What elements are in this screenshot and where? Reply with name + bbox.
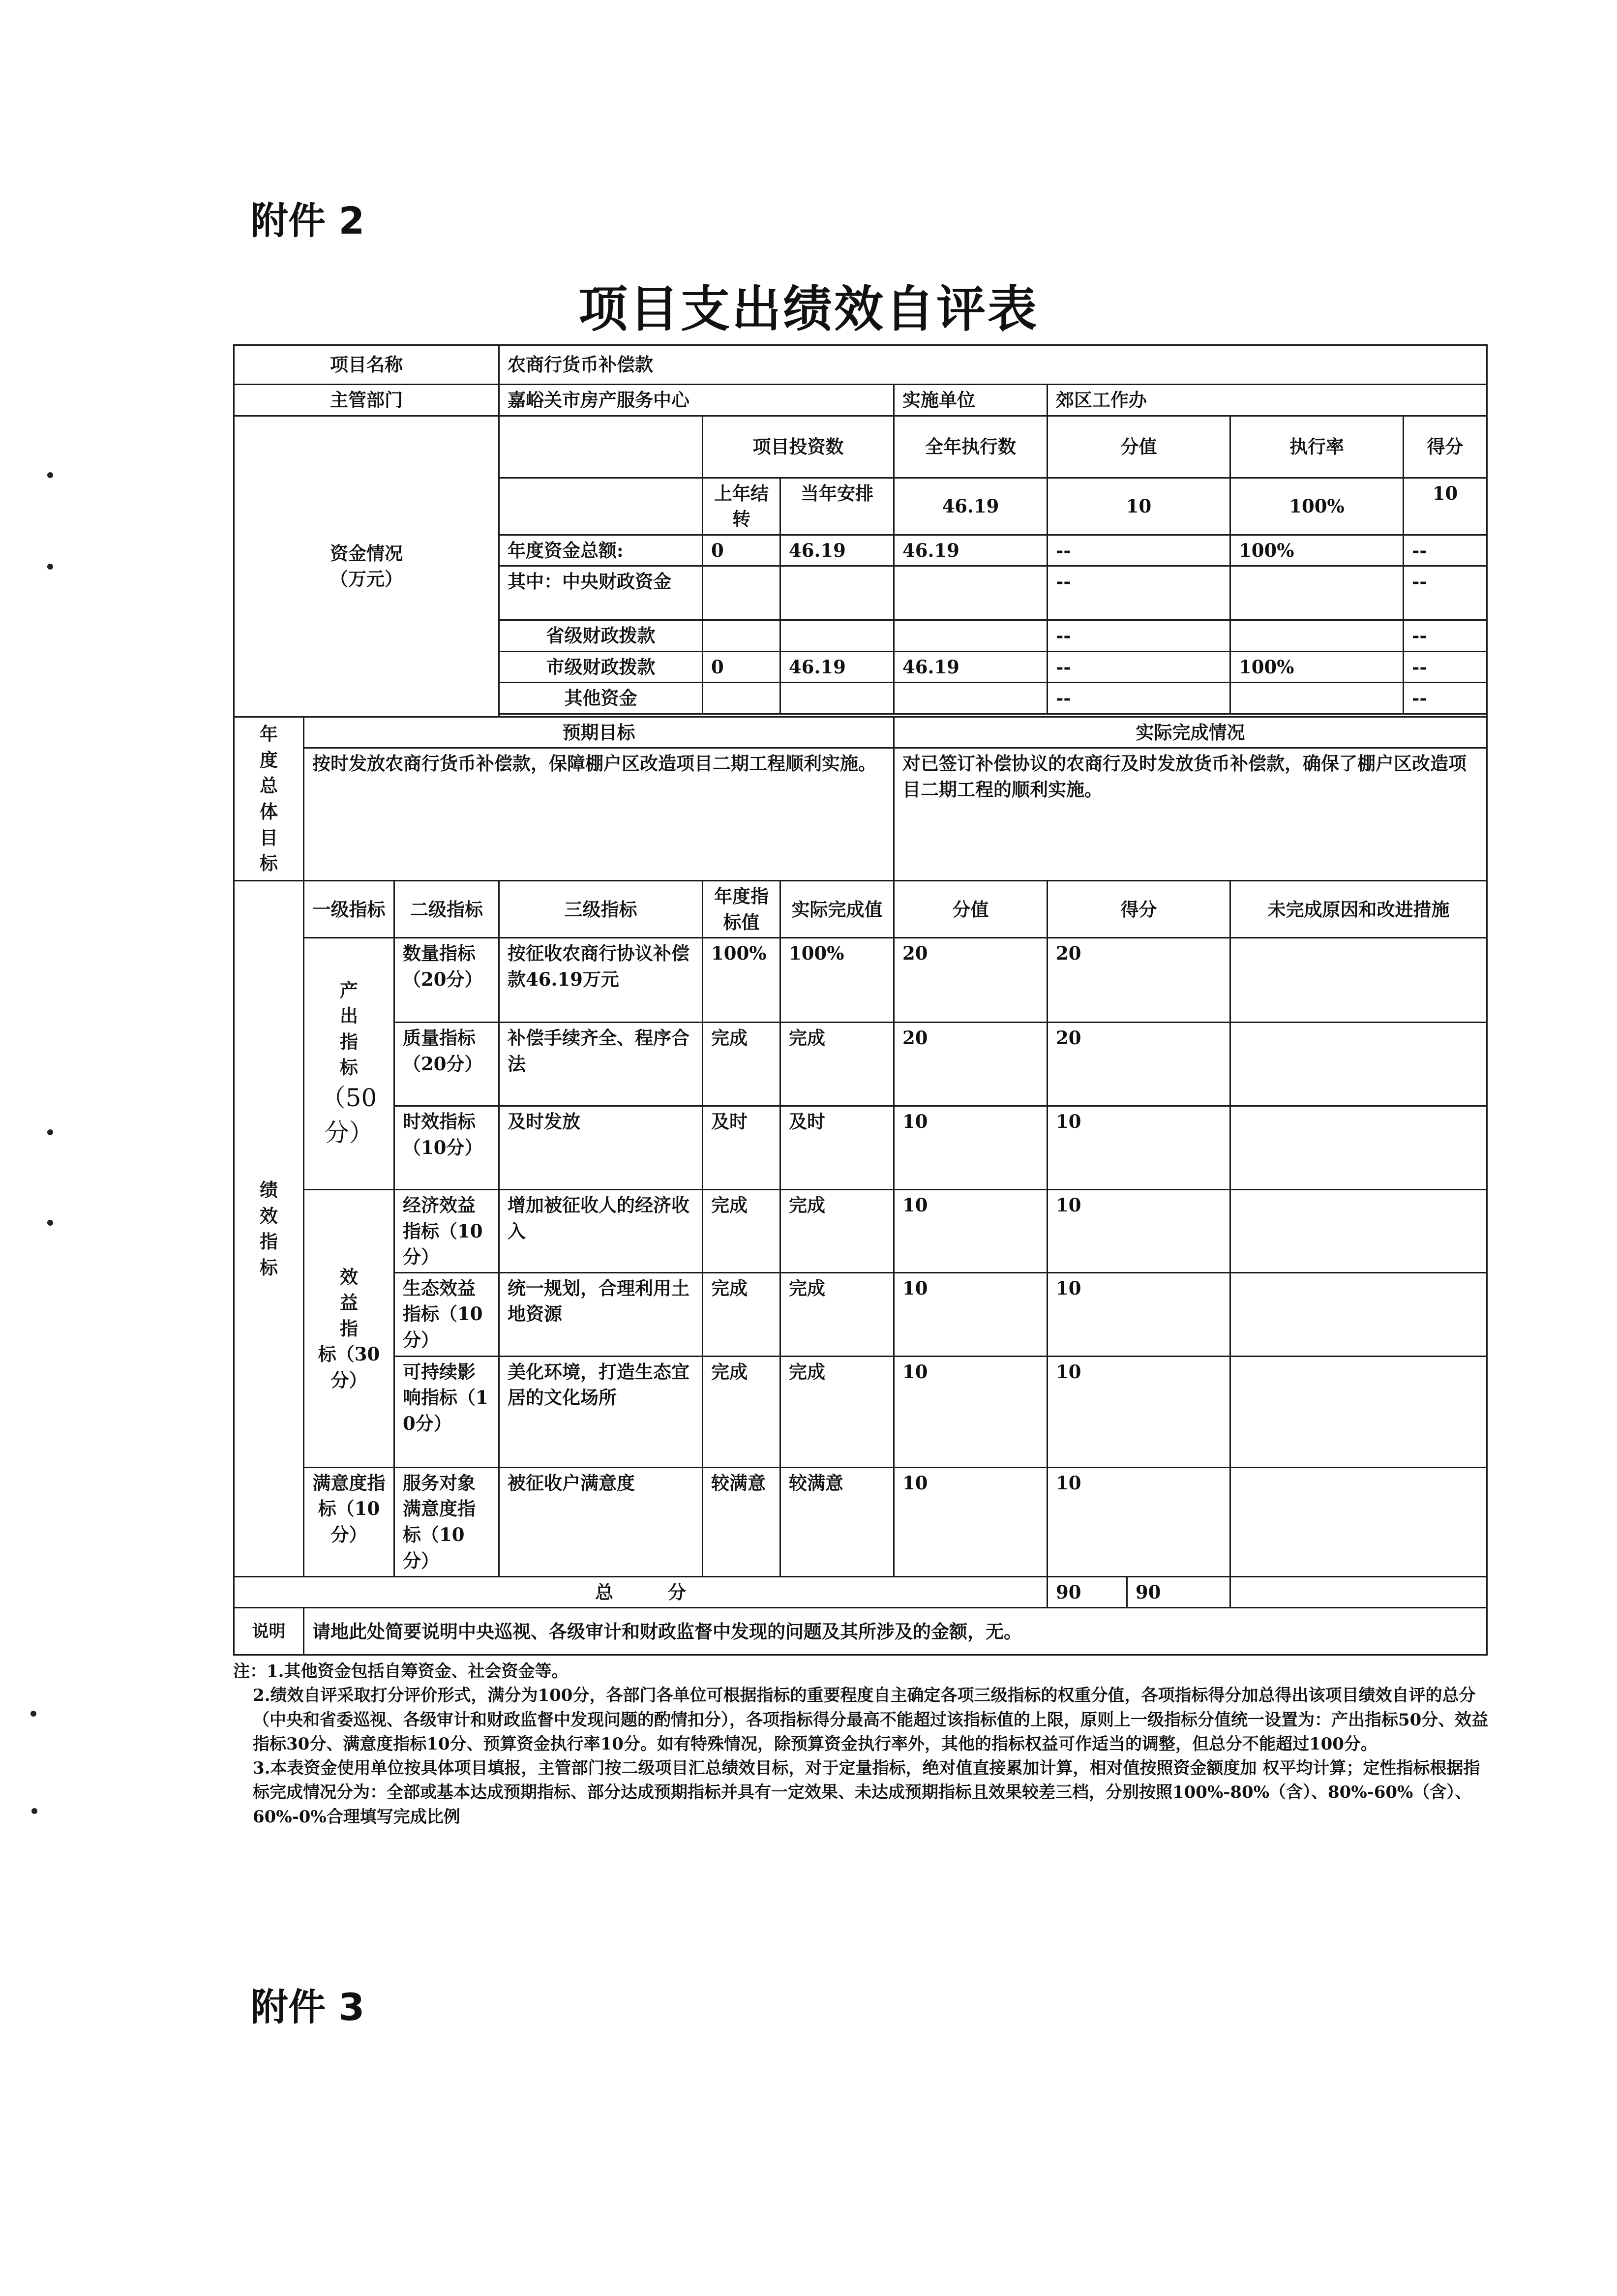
benefit-group-char: 益 <box>340 1292 358 1314</box>
funds-row-rate: 100% <box>1230 535 1404 566</box>
goal-label-char: 总 <box>260 775 278 797</box>
goal-label-char: 标 <box>260 852 278 875</box>
funds-row-curr: 46.19 <box>780 651 894 683</box>
perf-reason <box>1230 1023 1487 1106</box>
perf-actual: 较满意 <box>780 1467 894 1576</box>
summary-score: 10 <box>1048 478 1230 535</box>
perf-reason <box>1230 1467 1487 1576</box>
perf-target: 100% <box>703 938 780 1023</box>
funds-row-label: 其中：中央财政资金 <box>499 566 703 620</box>
perf-level3: 增加被征收人的经济收入 <box>499 1190 703 1273</box>
perf-got: 10 <box>1048 1190 1230 1273</box>
funds-row-exec <box>894 620 1048 652</box>
funds-row-curr: 46.19 <box>780 535 894 566</box>
perf-actual: 完成 <box>780 1272 894 1356</box>
attachment-3-heading: 附件 3 <box>251 1985 365 2029</box>
h-exec-rate: 执行率 <box>1230 416 1404 478</box>
page-title: 项目支出绩效自评表 <box>578 280 1039 338</box>
perf-level2: 生态效益指标（10分） <box>394 1272 499 1356</box>
funds-row-label: 省级财政拨款 <box>499 620 703 652</box>
output-group-char: 分） <box>324 1118 374 1147</box>
perf-score: 10 <box>894 1467 1048 1576</box>
perf-actual: 及时 <box>780 1106 894 1190</box>
output-group-char: 标 <box>340 1057 358 1079</box>
perf-reason <box>1230 1356 1487 1467</box>
funds-row-prev <box>703 683 780 714</box>
perf-label-char: 绩 <box>260 1179 278 1201</box>
perf-got: 20 <box>1048 1023 1230 1106</box>
output-group-char: 出 <box>340 1005 358 1027</box>
funds-row-curr <box>780 683 894 714</box>
perf-reason <box>1230 1272 1487 1356</box>
attachment-2-heading: 附件 2 <box>251 199 365 242</box>
h-project-invest: 项目投资数 <box>703 416 894 478</box>
perf-level2: 时效指标（10分） <box>394 1106 499 1190</box>
perf-level2: 质量指标（20分） <box>394 1023 499 1106</box>
perf-level2: 可持续影响指标（10分） <box>394 1356 499 1467</box>
perf-score: 10 <box>894 1356 1048 1467</box>
perf-level3: 及时发放 <box>499 1106 703 1190</box>
funds-row-exec: 46.19 <box>894 535 1048 566</box>
funds-label <box>234 416 499 717</box>
perf-target: 完成 <box>703 1023 780 1106</box>
h-perf-got: 得分 <box>1048 881 1230 938</box>
funds-row-label: 其他资金 <box>499 683 703 714</box>
remark-label: 说明 <box>234 1608 304 1655</box>
perf-actual: 完成 <box>780 1356 894 1467</box>
output-group-char: 产 <box>340 979 358 1001</box>
funds-row-score: -- <box>1048 566 1230 620</box>
funds-row-got: -- <box>1404 620 1487 652</box>
perf-got: 10 <box>1048 1272 1230 1356</box>
expected-goal-header: 预期目标 <box>304 717 894 748</box>
funds-row-got: -- <box>1404 566 1487 620</box>
h-reason: 未完成原因和改进措施 <box>1230 881 1487 938</box>
h-prev-carry: 上年结转 <box>703 478 780 535</box>
perf-got: 10 <box>1048 1106 1230 1190</box>
h-annual-exec: 全年执行数 <box>894 416 1048 478</box>
perf-actual: 完成 <box>780 1190 894 1273</box>
funds-subheader-blank <box>499 478 703 535</box>
perf-level2: 数量指标（20分） <box>394 938 499 1023</box>
actual-goal-text: 对已签订补偿协议的农商行及时发放货币补偿款，确保了棚户区改造项目二期工程的顺利实施。 <box>894 748 1487 881</box>
h-current-plan: 当年安排 <box>780 478 894 535</box>
note-2: 2.绩效自评采取打分评价形式，满分为100分，各部门各单位可根据指标的重要程度自主确定各项三级指标的权重分值，各项指标得分加总得出该项目绩效自评的总分（中央和省委巡视、各级审计和财政监督中发现问题的酌情扣分），各项指标得分最高不能超过该指标值的上限，原则上一级指标分值统一设置为：产出指标50分、效益指标30分、满意度指标10分、预算资金执行率10分。如有特殊情况，除预算资金执行率外，其他的指标权益可作适当的调整，但总分不能超过100分。 <box>253 1686 1489 1754</box>
perf-score: 10 <box>894 1190 1048 1273</box>
funds-row-rate: 100% <box>1230 651 1404 683</box>
total-reason-blank <box>1230 1576 1487 1608</box>
project-name-value: 农商行货币补偿款 <box>499 345 1487 385</box>
dept-value: 嘉峪关市房产服务中心 <box>499 385 894 416</box>
funds-row-exec <box>894 566 1048 620</box>
goal-label-char: 目 <box>260 826 278 848</box>
perf-reason <box>1230 1106 1487 1190</box>
project-name-label: 项目名称 <box>234 345 499 385</box>
funds-row-prev <box>703 620 780 652</box>
funds-row-label: 市级财政拨款 <box>499 651 703 683</box>
funds-label-unit: （万元） <box>330 568 403 590</box>
funds-row-got: -- <box>1404 535 1487 566</box>
perf-target: 完成 <box>703 1356 780 1467</box>
goal-label-char: 体 <box>260 800 278 822</box>
output-indicators-group <box>304 938 394 1190</box>
perf-level2: 服务对象满意度指标（10分） <box>394 1467 499 1576</box>
funds-row-rate <box>1230 683 1404 714</box>
funds-row-curr <box>780 620 894 652</box>
perf-label-char: 标 <box>260 1256 278 1278</box>
total-label: 总 分 <box>234 1576 1048 1608</box>
perf-label-char: 效 <box>260 1205 278 1227</box>
perf-level3: 按征收农商行协议补偿款46.19万元 <box>499 938 703 1023</box>
benefit-group-char: 分） <box>330 1369 367 1391</box>
funds-row-curr <box>780 566 894 620</box>
h-level2: 二级指标 <box>394 881 499 938</box>
perf-level3: 补偿手续齐全、程序合法 <box>499 1023 703 1106</box>
funds-row-score: -- <box>1048 683 1230 714</box>
summary-rate: 100% <box>1230 478 1404 535</box>
funds-row-score: -- <box>1048 535 1230 566</box>
impl-label: 实施单位 <box>894 385 1048 416</box>
funds-row-exec: 46.19 <box>894 651 1048 683</box>
remark-text: 请地此处简要说明中央巡视、各级审计和财政监督中发现的问题及其所涉及的金额，无。 <box>304 1608 1487 1655</box>
funds-row-rate <box>1230 566 1404 620</box>
funds-header-blank <box>499 416 703 478</box>
perf-level3: 被征收户满意度 <box>499 1467 703 1576</box>
funds-row-got: -- <box>1404 683 1487 714</box>
goal-label-char: 度 <box>260 749 278 771</box>
h-level1: 一级指标 <box>304 881 394 938</box>
perf-reason <box>1230 938 1487 1023</box>
goal-label <box>234 717 304 881</box>
benefit-group-char: 指 <box>340 1317 358 1339</box>
perf-got: 10 <box>1048 1467 1230 1576</box>
benefit-group-char: 效 <box>340 1266 358 1288</box>
perf-label <box>234 881 304 1577</box>
funds-row-score: -- <box>1048 651 1230 683</box>
note-1: 注：1.其他资金包括自筹资金、社会资金等。 <box>233 1662 569 1681</box>
h-perf-score: 分值 <box>894 881 1048 938</box>
funds-row-prev <box>703 566 780 620</box>
perf-level2: 经济效益指标（10分） <box>394 1190 499 1273</box>
actual-goal-header: 实际完成情况 <box>894 717 1487 748</box>
impl-value: 郊区工作办 <box>1048 385 1487 416</box>
perf-got: 20 <box>1048 938 1230 1023</box>
benefit-indicators-group <box>304 1190 394 1468</box>
h-actual-value: 实际完成值 <box>780 881 894 938</box>
performance-table <box>233 344 1488 1656</box>
perf-label-char: 指 <box>260 1231 278 1253</box>
note-3: 3.本表资金使用单位按具体项目填报，主管部门按二级项目汇总绩效目标，对于定量指标，绝对值直接累加计算，相对值按照资金额度加 权平均计算；定性指标根据指标完成情况分为：全部或基本达成预期指标、部分达成预期指标并具有一定效果、未达成预期指标且效果较差三档，分别按照100%-80%（含）、80%-60%（含）、60%-0%合理填写完成比例 <box>253 1758 1480 1827</box>
funds-row-exec <box>894 683 1048 714</box>
funds-row-label: 年度资金总额: <box>499 535 703 566</box>
perf-target: 及时 <box>703 1106 780 1190</box>
summary-got: 10 <box>1404 478 1487 535</box>
perf-level3: 美化环境，打造生态宜居的文化场所 <box>499 1356 703 1467</box>
perf-target: 完成 <box>703 1190 780 1273</box>
satisfaction-indicators-group: 满意度指标（10分） <box>304 1467 394 1576</box>
output-group-char: 指 <box>340 1030 358 1053</box>
funds-row-prev: 0 <box>703 651 780 683</box>
h-got-score: 得分 <box>1404 416 1487 478</box>
perf-score: 20 <box>894 1023 1048 1106</box>
notes <box>233 1660 1492 1829</box>
summary-exec: 46.19 <box>894 478 1048 535</box>
funds-row-prev: 0 <box>703 535 780 566</box>
output-group-char: （50 <box>321 1083 377 1112</box>
perf-actual: 100% <box>780 938 894 1023</box>
funds-row-rate <box>1230 620 1404 652</box>
benefit-group-char: 标（30 <box>318 1343 380 1365</box>
perf-score: 20 <box>894 938 1048 1023</box>
h-annual-target: 年度指标值 <box>703 881 780 938</box>
perf-reason <box>1230 1190 1487 1273</box>
total-got: 90 <box>1127 1576 1230 1608</box>
perf-got: 10 <box>1048 1356 1230 1467</box>
expected-goal-text: 按时发放农商行货币补偿款，保障棚户区改造项目二期工程顺利实施。 <box>304 748 894 881</box>
dept-label: 主管部门 <box>234 385 499 416</box>
perf-target: 完成 <box>703 1272 780 1356</box>
h-score: 分值 <box>1048 416 1230 478</box>
perf-level3: 统一规划，合理利用土地资源 <box>499 1272 703 1356</box>
goal-label-char: 年 <box>260 723 278 745</box>
h-level3: 三级指标 <box>499 881 703 938</box>
total-score: 90 <box>1048 1576 1127 1608</box>
perf-score: 10 <box>894 1272 1048 1356</box>
funds-label-line: 资金情况 <box>330 542 403 564</box>
funds-row-got: -- <box>1404 651 1487 683</box>
perf-actual: 完成 <box>780 1023 894 1106</box>
perf-score: 10 <box>894 1106 1048 1190</box>
perf-target: 较满意 <box>703 1467 780 1576</box>
funds-row-score: -- <box>1048 620 1230 652</box>
